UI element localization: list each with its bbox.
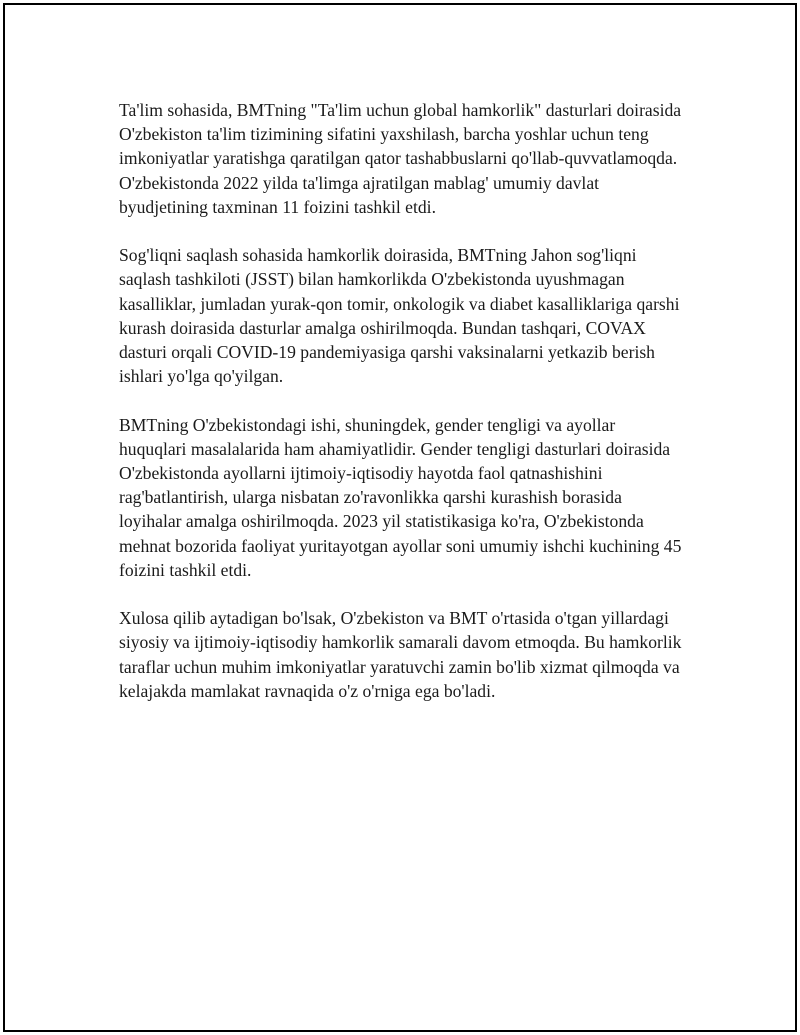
paragraph-conclusion: Xulosa qilib aytadigan bo'lsak, O'zbekiston va BMT o'rtasida o'tgan yillardagi siyosiy va ijtimoiy-iqtisodiy hamkorlik samarali davom etmoqda. Bu hamkorlik taraflar uchun muhim imkoniyatlar yaratuvchi zamin bo'lib xizmat qilmoqda va kelajakda mamlakat ravnaqida o'z o'rniga ega bo'ladi. (119, 608, 682, 701)
document-page (3, 3, 797, 1032)
paragraph-gender-equality: BMTning O'zbekistondagi ishi, shuningdek, gender tengligi va ayollar huquqlari masalalarida ham ahamiyatlidir. Gender tengligi dasturlari doirasida O'zbekistonda ayollarni ijtimoiy-iqtisodiy hayotda faol qatnashishini rag'batlantirish, ularga nisbatan zo'ravonlikka qarshi kurashish borasida loyihalar amalga oshirilmoqda. 2023 yil statistikasiga ko'ra, O'zbekistonda mehnat bozorida faoliyat yuritayotgan ayollar soni umumiy ishchi kuchining 45 foizini tashkil etdi. (119, 414, 682, 580)
paragraph-education: Ta'lim sohasida, BMTning "Ta'lim uchun global hamkorlik" dasturlari doirasida O'zbekiston ta'lim tizimining sifatini yaxshilash, barcha yoshlar uchun teng imkoniyatlar yaratishga qaratilgan qator tashabbuslarni qo'llab-quvvatlamoqda. O'zbekistonda 2022 yilda ta'limga ajratilgan mablag' umumiy davlat byudjetining taxminan 11 foizini tashkil etdi. (119, 100, 682, 217)
document-body (119, 98, 687, 727)
paragraph-health: Sog'liqni saqlash sohasida hamkorlik doirasida, BMTning Jahon sog'liqni saqlash tashkiloti (JSST) bilan hamkorlikda O'zbekistonda uyushmagan kasalliklar, jumladan yurak-qon tomir, onkologik va diabet kasalliklariga qarshi kurash doirasida dasturlar amalga oshirilmoqda. Bundan tashqari, COVAX dasturi orqali COVID-19 pandemiyasiga qarshi vaksinalarni yetkazib berish ishlari yo'lga qo'yilgan. (119, 245, 680, 387)
